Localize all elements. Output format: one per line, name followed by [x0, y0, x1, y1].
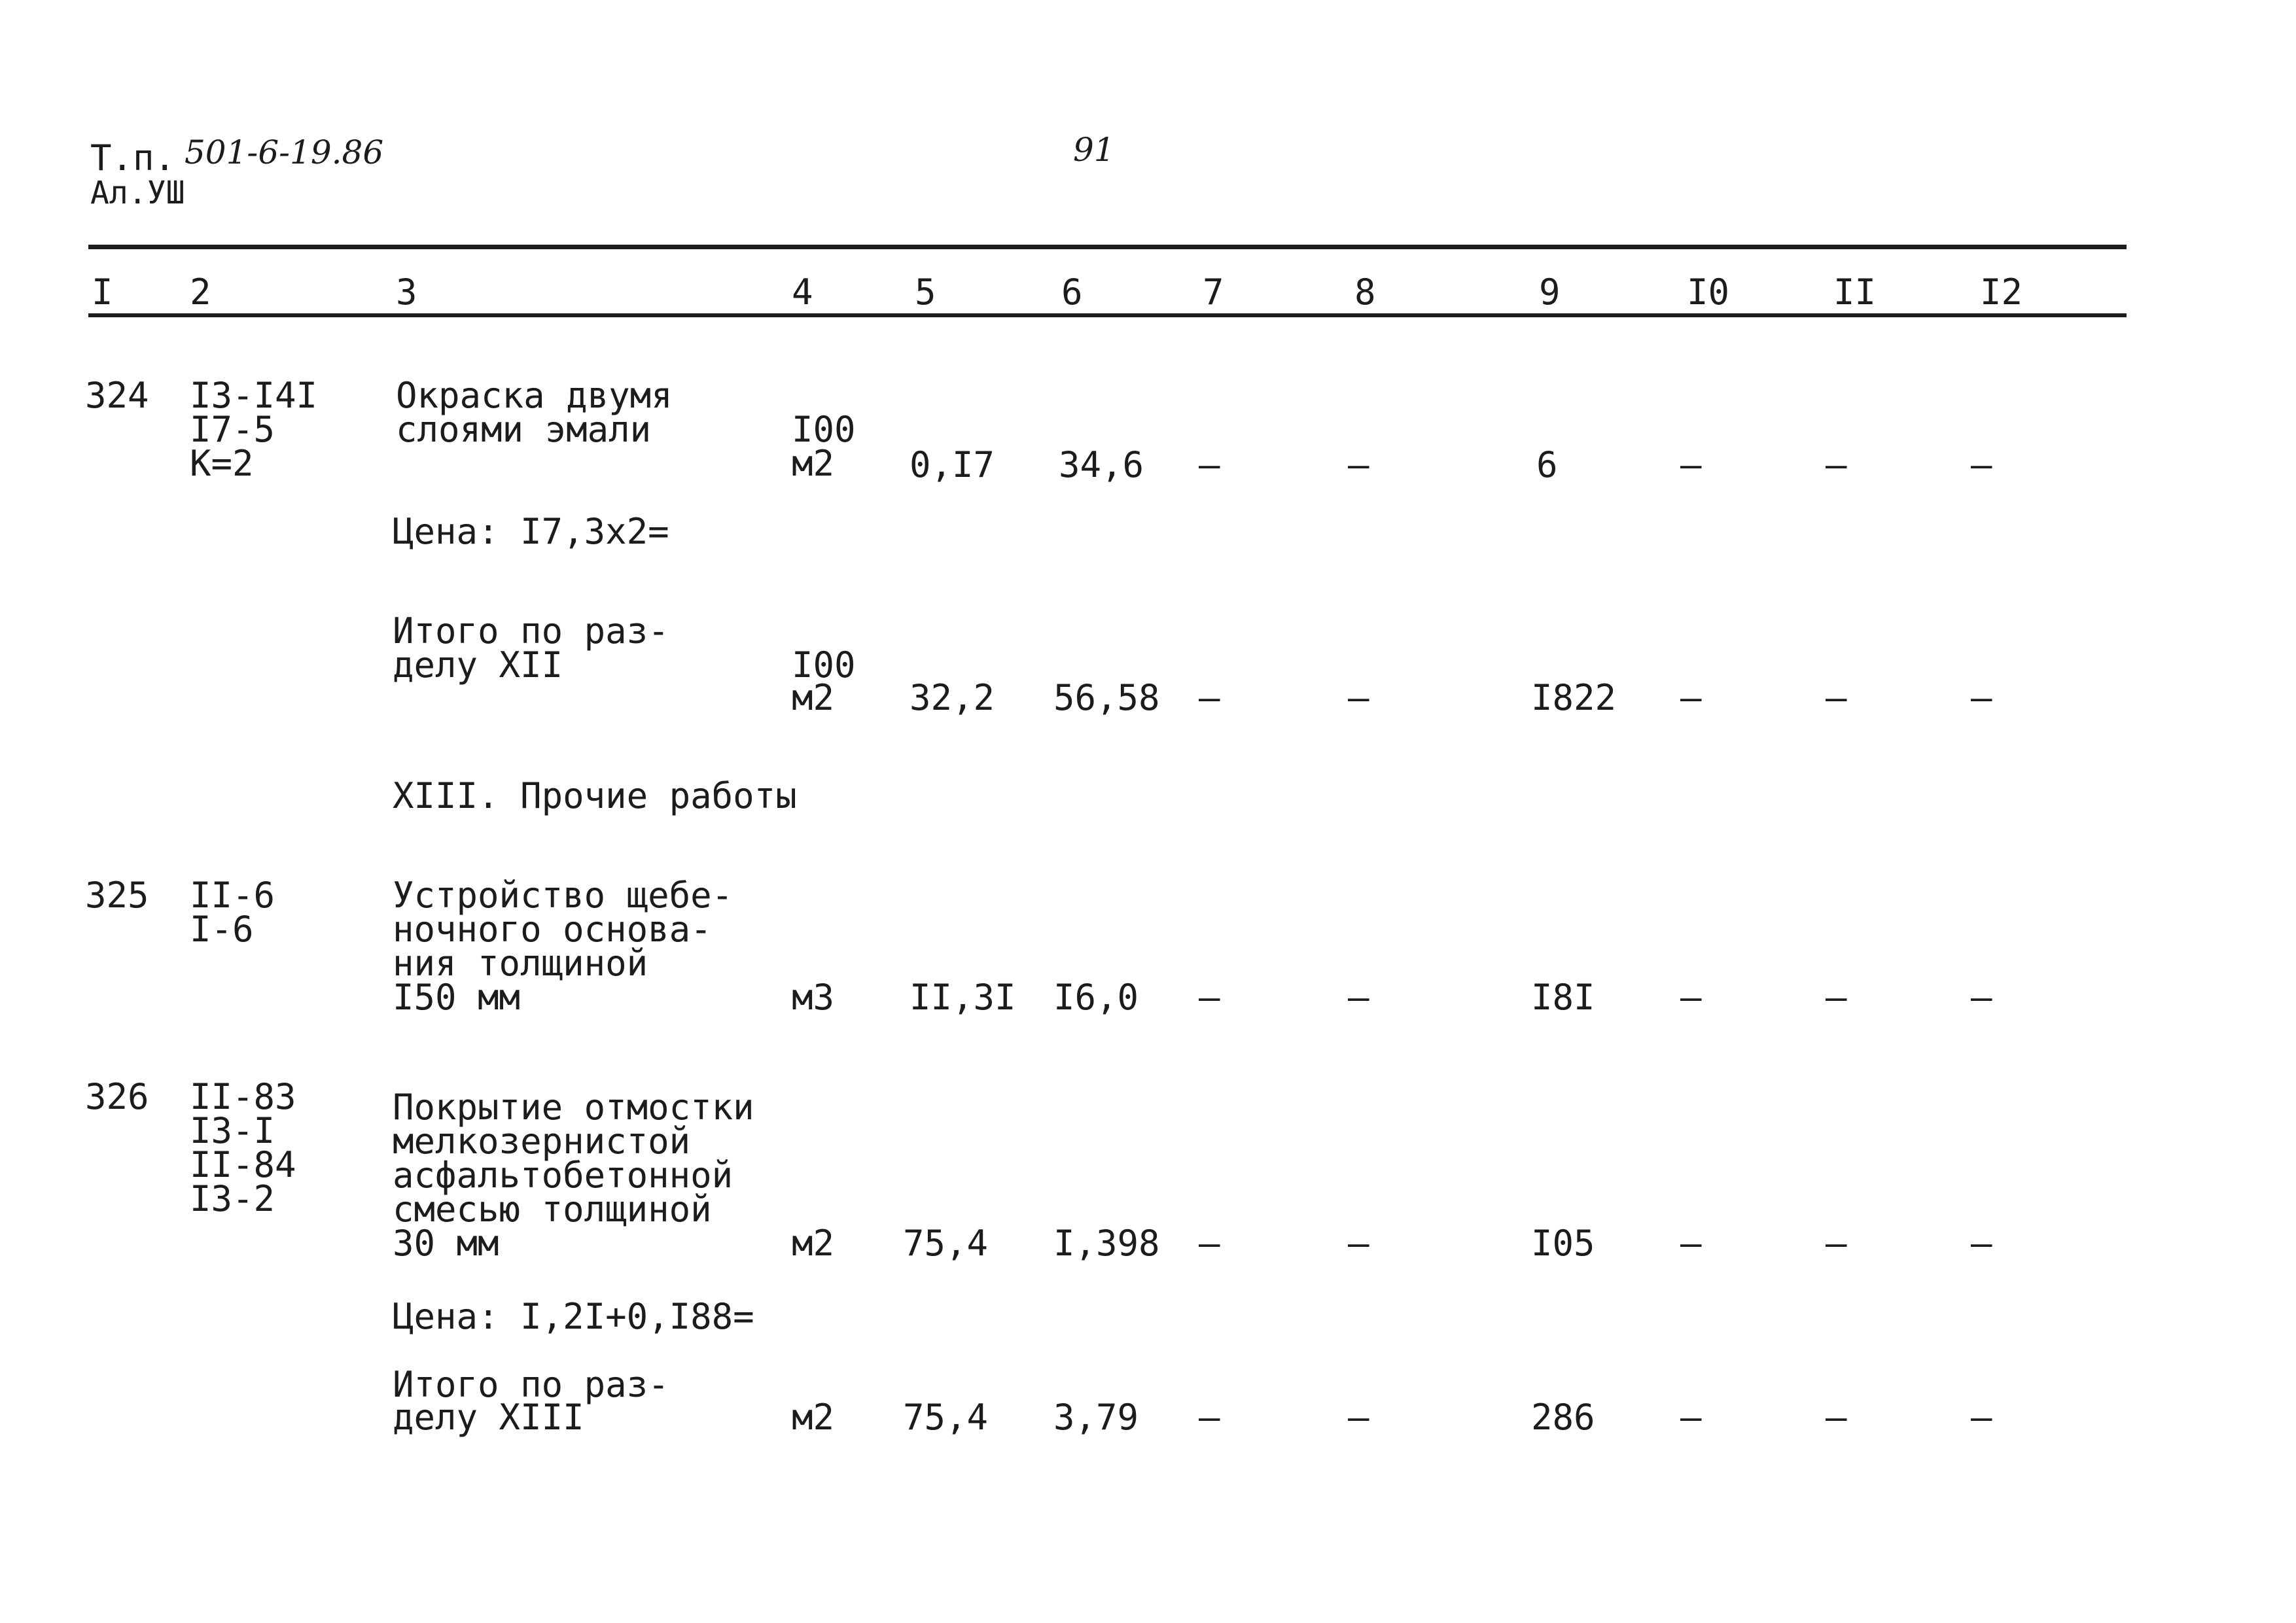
tp-label: Т.п.: [90, 137, 176, 179]
col-header: I2: [1980, 271, 2023, 313]
cell-col5: II,3I: [910, 977, 1016, 1018]
price-note: Цена: I,2I+0,I88=: [393, 1296, 754, 1337]
code-line: II-6: [190, 875, 275, 916]
col-header: 9: [1539, 271, 1561, 313]
cell-col7: –: [1199, 1397, 1220, 1438]
unit-line: м3: [792, 977, 835, 1018]
col-header: II: [1833, 271, 1877, 313]
code-line: K=2: [190, 443, 254, 484]
cell-col8: –: [1348, 677, 1369, 718]
unit-line: м2: [792, 1223, 835, 1264]
cell-col9: I8I: [1531, 977, 1595, 1018]
cell-col11: –: [1826, 444, 1847, 485]
unit-line: м2: [792, 1397, 835, 1438]
description-line: смесью толщиной: [393, 1189, 712, 1230]
description-line: Устройство щебе-: [393, 875, 733, 916]
col-header: I0: [1687, 271, 1730, 313]
cell-col9: I05: [1531, 1223, 1595, 1264]
description-line: слоями эмали: [396, 409, 652, 450]
cell-col5: 32,2: [910, 677, 995, 718]
col-header: 4: [792, 271, 813, 313]
header-rule: [88, 313, 2127, 317]
unit-line: м2: [792, 443, 835, 484]
cell-col7: –: [1199, 977, 1220, 1018]
description-line: Покрытие отмостки: [393, 1087, 754, 1128]
description-line: Итого по раз-: [393, 1364, 669, 1405]
code-line: II-84: [190, 1144, 296, 1185]
code-line: I-6: [190, 909, 254, 950]
description-line: 30 мм: [393, 1223, 499, 1264]
description-line: Окраска двумя: [396, 375, 673, 416]
description-line: Итого по раз-: [393, 610, 669, 652]
cell-col10: –: [1680, 1397, 1702, 1438]
cell-col6: 34,6: [1059, 444, 1144, 485]
cell-col12: –: [1971, 1397, 1992, 1438]
col-header: 3: [396, 271, 417, 313]
cell-col10: –: [1680, 677, 1702, 718]
code-line: I3-I4I: [190, 375, 318, 416]
cell-col8: –: [1348, 1397, 1369, 1438]
code-line: I7-5: [190, 409, 275, 450]
cell-col10: –: [1680, 977, 1702, 1018]
code-line: II-83: [190, 1076, 296, 1117]
row-number: 325: [85, 875, 149, 916]
unit-line: м2: [792, 677, 835, 718]
cell-col5: 75,4: [903, 1397, 989, 1438]
row-number: 324: [85, 375, 149, 416]
cell-col7: –: [1199, 677, 1220, 718]
code-line: I3-2: [190, 1178, 275, 1219]
col-header: I: [92, 271, 113, 313]
col-header: 6: [1061, 271, 1083, 313]
col-header: 7: [1203, 271, 1224, 313]
unit-line: I00: [792, 409, 856, 450]
description-line: делу XII: [393, 644, 563, 686]
cell-col10: –: [1680, 444, 1702, 485]
cell-col12: –: [1971, 977, 1992, 1018]
cell-col11: –: [1826, 977, 1847, 1018]
cell-col9: 286: [1531, 1397, 1595, 1438]
cell-col5: 75,4: [903, 1223, 989, 1264]
cell-col11: –: [1826, 1223, 1847, 1264]
row-number: 326: [85, 1076, 149, 1117]
cell-col6: I,398: [1053, 1223, 1160, 1264]
cell-col10: –: [1680, 1223, 1702, 1264]
description-line: ния толщиной: [393, 943, 648, 984]
cell-col7: –: [1199, 444, 1220, 485]
cell-col12: –: [1971, 677, 1992, 718]
cell-col6: 3,79: [1053, 1397, 1139, 1438]
cell-col5: 0,I7: [910, 444, 995, 485]
code-line: I3-I: [190, 1110, 275, 1151]
unit-line: I00: [792, 644, 856, 686]
cell-col12: –: [1971, 1223, 1992, 1264]
description-line: мелкозернистой: [393, 1121, 691, 1162]
cell-col6: 56,58: [1053, 677, 1160, 718]
col-header: 8: [1354, 271, 1376, 313]
cell-col7: –: [1199, 1223, 1220, 1264]
tp-number: 501-6-19.86: [185, 133, 384, 171]
cell-col6: I6,0: [1053, 977, 1139, 1018]
description-line: делу XIII: [393, 1397, 584, 1438]
description-line: асфальтобетонной: [393, 1155, 733, 1196]
col-header: 5: [915, 271, 936, 313]
price-note: Цена: I7,3x2=: [393, 511, 669, 552]
cell-col12: –: [1971, 444, 1992, 485]
description-line: ночного основа-: [393, 909, 712, 950]
cell-col8: –: [1348, 1223, 1369, 1264]
top-rule: [88, 245, 2127, 249]
album-label: Ал.УШ: [90, 175, 185, 211]
page-number: 91: [1073, 131, 1115, 169]
section-heading: XIII. Прочие работы: [393, 775, 797, 816]
cell-col11: –: [1826, 1397, 1847, 1438]
cell-col9: I822: [1531, 677, 1617, 718]
description-line: I50 мм: [393, 977, 521, 1018]
col-header: 2: [190, 271, 211, 313]
cell-col9: 6: [1536, 444, 1558, 485]
cell-col8: –: [1348, 977, 1369, 1018]
cell-col8: –: [1348, 444, 1369, 485]
cell-col11: –: [1826, 677, 1847, 718]
